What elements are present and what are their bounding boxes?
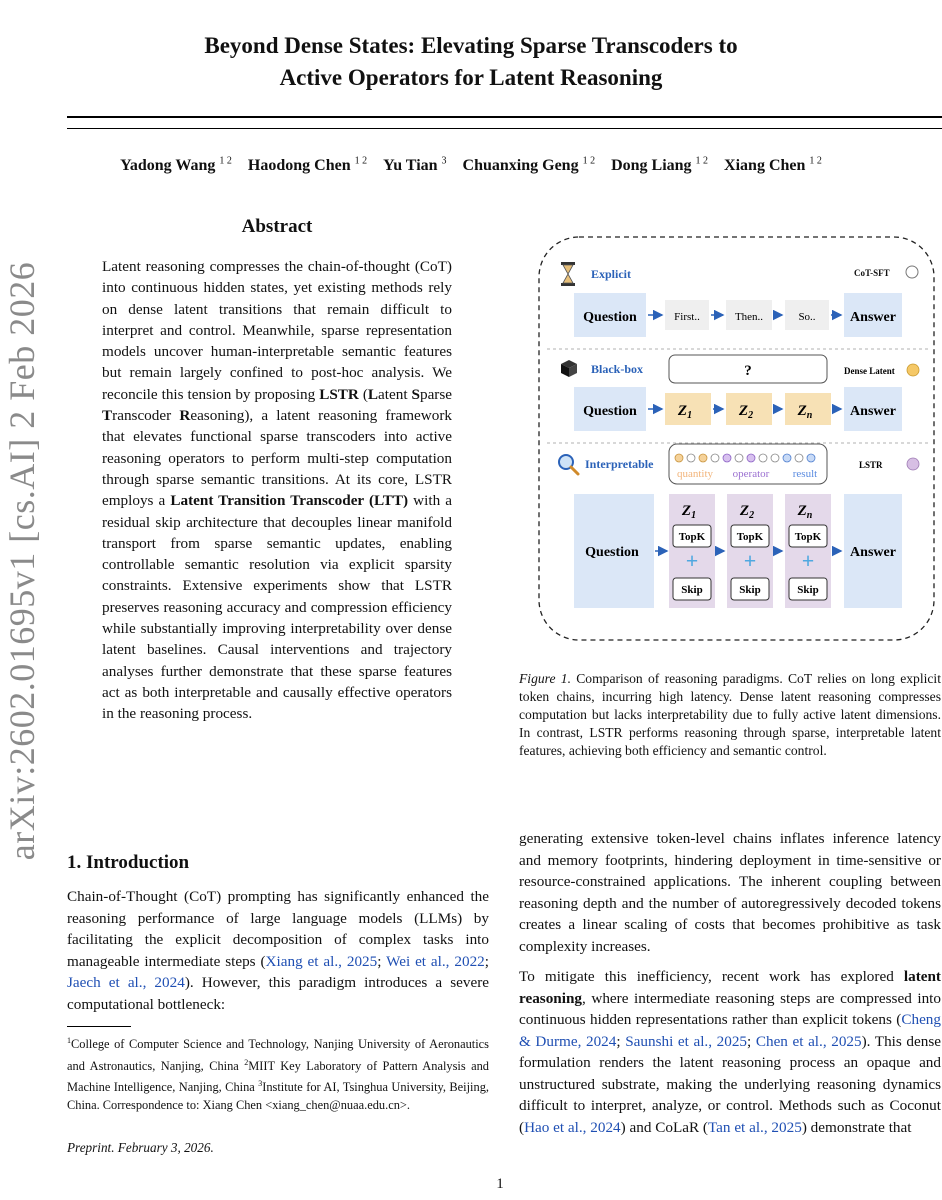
author: Xiang Chen $^{1 2}$ — [724, 156, 822, 175]
result-label: result — [792, 468, 818, 480]
cot-sft-label: CoT-SFT — [854, 268, 890, 278]
dense-z1-label: $Z_1$ — [677, 403, 693, 421]
citation-link[interactable]: Xiang et al., 2025 — [265, 952, 378, 970]
dense-zn-label: $Z_n$ — [797, 403, 813, 421]
citation-link[interactable]: Chen et al., 2025 — [755, 1032, 862, 1050]
figure-caption: Figure 1. Comparison of reasoning paradigms. CoT relies on long explicit token chains, incurring high latency. Dense latent reasoning compresses computation but lacks interpretability due to fully active latent dimensions. In contrast, LSTR performs reasoning through sparse, interpretable latent features, achieving both efficiency and semantic control. — [519, 671, 941, 758]
dense-latent-label: Dense Latent — [844, 366, 895, 376]
lstr-label: LSTR — [859, 460, 883, 470]
intro-paragraph-1: Chain-of-Thought (CoT) prompting has significantly enhanced the reasoning performance of large language models (LLMs) by facilitating the explicit decomposition of complex tasks into manageable intermediate steps (Xiang et al., 2025; Wei et al., 2022; Jaech et al., 2024). However, this paradigm introduces a severe computational bottleneck: — [67, 888, 489, 1013]
svg-text:Zn: $Z_n$ — [797, 503, 813, 521]
preprint-note: Preprint. February 3, 2026. — [67, 1140, 214, 1155]
citation-link[interactable]: Saunshi et al., 2025 — [625, 1032, 748, 1050]
citation-link[interactable]: Cheng & Durme, 2024 — [519, 1011, 941, 1050]
question-label-1: Question — [583, 310, 637, 325]
operator-label: operator — [732, 468, 770, 480]
plus-icon: + — [685, 548, 699, 573]
ltt-column-n — [785, 494, 831, 608]
topk-label-n: TopK — [794, 531, 822, 543]
footnote-affiliations: $^1$College of Computer Science and Technology, Nanjing University of Aeronautics and Astronautics, Nanjing, China $^2$MIIT Key Laboratory of Pattern Analysis and Machine Intelligence, Nanjing, China $^3$Institute for AI, Tsinghua University, Beijing, China. Correspondence to: Xiang Chen <xiang_chen@nuaa.edu.cn>. — [67, 1036, 489, 1113]
black-box-label: Black-box — [591, 362, 644, 376]
intro-paragraph-2: To mitigate this inefficiency, recent work has explored latent reasoning, where intermediate reasoning steps are compressed into continuous hidden representations rather than explicit tokens (Cheng & Durme, 2024; Saunshi et al., 2025; Chen et al., 2025). This dense formulation renders the latent reasoning process an opaque and unstructured substrate, making the underlying reasoning dynamics difficult to interpret, analyze, or control. Methods such as Coconut (Hao et al., 2024) and CoLaR (Tan et al., 2025) demonstrate that — [519, 968, 941, 1136]
lstr-dot — [907, 458, 919, 470]
svg-text:Z1: $Z_1$ — [681, 503, 697, 521]
interpretable-label: Interpretable — [585, 457, 654, 471]
paper-title-line2: Active Operators for Latent Reasoning — [279, 65, 663, 90]
author: Yadong Wang $^{1 2}$ — [120, 156, 232, 175]
quantity-label: quantity — [676, 468, 714, 480]
answer-label-1: Answer — [850, 310, 896, 325]
paper-title — [0, 30, 942, 94]
title-top-rule — [67, 116, 942, 118]
intro-paragraph-1-continued: generating extensive token-level chains inflates inference latency and memory footprints, hindering deployment in time-sensitive or resource-constrained applications. The inherent coupling between reasoning depth and the number of autoregressively decoded tokens creates a linear scaling of costs that becomes prohibitive as task complexity increases. — [519, 830, 941, 955]
plus-icon: + — [743, 548, 757, 573]
svg-text:Z2: $Z_2$ — [739, 503, 755, 521]
ltt-column-2 — [727, 494, 773, 608]
question-label-3: Question — [585, 545, 639, 560]
black-box-question-mark: ? — [744, 363, 752, 379]
author-list — [0, 156, 942, 175]
cot-sft-dot — [906, 266, 918, 278]
answer-label-2: Answer — [850, 404, 896, 419]
topk-label-2: TopK — [736, 531, 764, 543]
citation-link[interactable]: Tan et al., 2025 — [707, 1118, 802, 1136]
section-heading-introduction: 1. Introduction — [67, 852, 190, 873]
citation-link[interactable]: Wei et al., 2022 — [386, 952, 485, 970]
step-first-label: First.. — [674, 311, 700, 323]
footnote-rule — [67, 1026, 131, 1027]
topk-label-1: TopK — [678, 531, 706, 543]
author: Yu Tian $^3$ — [383, 156, 447, 175]
question-label-2: Question — [583, 404, 637, 419]
plus-icon: + — [801, 548, 815, 573]
explicit-label: Explicit — [591, 267, 632, 281]
author: Dong Liang $^{1 2}$ — [611, 156, 709, 175]
author: Haodong Chen $^{1 2}$ — [247, 156, 368, 175]
hourglass-icon — [561, 262, 575, 286]
skip-label-1: Skip — [681, 584, 703, 596]
dense-latent-dot — [907, 364, 919, 376]
step-then-label: Then.. — [734, 311, 764, 323]
magnifier-icon — [559, 455, 578, 474]
title-bottom-rule — [67, 128, 942, 129]
skip-label-2: Skip — [739, 584, 761, 596]
abstract-heading: Abstract — [241, 216, 313, 237]
step-so-label: So.. — [798, 311, 816, 323]
abstract-text: Latent reasoning compresses the chain-of-thought (CoT) into continuous hidden states, yet existing methods rely on dense latent transitions that remain difficult to interpret and control. Meanwhile, sparse representation models uncover human-interpretable semantic features but remain largely confined to post-hoc analysis. We reconcile this tension by proposing LSTR (Latent Sparse Transcoder Reasoning), a latent reasoning framework that elevates functional sparse transcoders into active reasoning operators to perform multi-step computation through sparse semantic transitions. At its core, LSTR employs a Latent Transition Transcoder (LTT) with a residual skip architecture that decouples linear manifold transport from sparse semantic updates, enabling controllable semantic resolution via explicit sparsity constraints. Extensive experiments show that LSTR preserves reasoning accuracy and compression efficiency while substantially improving interpretability over dense latent baselines. Causal interventions and trajectory analyses further demonstrate that these sparse features act as both interpretable and causally effective operators in the reasoning process. — [102, 258, 453, 723]
citation-link[interactable]: Hao et al., 2024 — [524, 1118, 621, 1136]
page-number: 1 — [496, 1176, 504, 1192]
author: Chuanxing Geng $^{1 2}$ — [462, 156, 596, 175]
figure-1 — [519, 232, 939, 664]
arxiv-stamp: arXiv:2602.01695v1 [cs.AI] 2 Feb 2026 — [2, 261, 42, 861]
paper-title-line1: Beyond Dense States: Elevating Sparse Transcoders to — [204, 33, 738, 58]
black-box-icon — [561, 360, 577, 377]
ltt-column-1 — [669, 494, 715, 608]
answer-label-3: Answer — [850, 545, 896, 560]
skip-label-n: Skip — [797, 584, 819, 596]
citation-link[interactable]: Jaech et al., 2024 — [67, 974, 185, 991]
dense-z2-label: $Z_2$ — [738, 403, 754, 421]
